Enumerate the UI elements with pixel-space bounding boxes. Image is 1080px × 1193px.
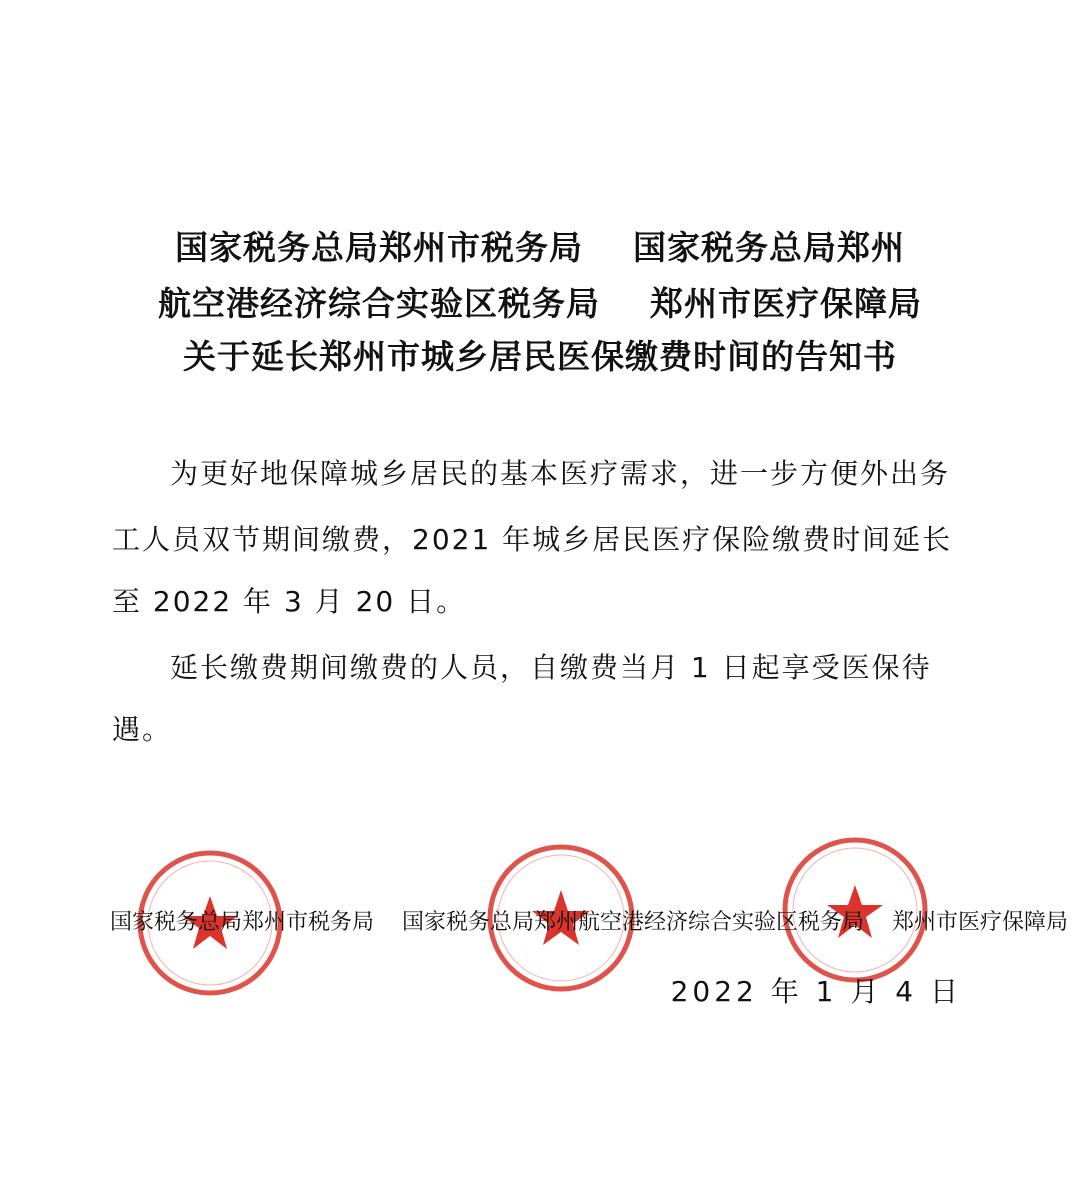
paragraph-1-line-2: 工人员双节期间缴费，2021 年城乡居民医疗保险缴费时间延长 bbox=[112, 523, 953, 556]
signer-airport-zone-tax-bureau: 国家税务总局郑州航空港经济综合实验区税务局 bbox=[402, 910, 865, 935]
document-title-line-3: 关于延长郑州市城乡居民医保缴费时间的告知书 bbox=[183, 337, 897, 376]
signer-medical-security-bureau: 郑州市医疗保障局 bbox=[892, 910, 1069, 935]
paragraph-2-line-1: 延长缴费期间缴费的人员，自缴费当月 1 日起享受医保待 bbox=[170, 651, 932, 684]
signers-row bbox=[110, 905, 1069, 936]
document-title-line-2: 航空港经济综合实验区税务局 郑州市医疗保障局 bbox=[158, 284, 922, 323]
paragraph-1-line-1: 为更好地保障城乡居民的基本医疗需求，进一步方便外出务 bbox=[170, 457, 951, 490]
paragraph-2-line-2: 遇。 bbox=[112, 713, 173, 746]
document-title-line-1: 国家税务总局郑州市税务局 国家税务总局郑州 bbox=[175, 228, 905, 267]
paragraph-1-line-3: 至 2022 年 3 月 20 日。 bbox=[112, 585, 467, 618]
signer-zhengzhou-tax-bureau: 国家税务总局郑州市税务局 bbox=[110, 910, 375, 935]
document-date: 2022 年 1 月 4 日 bbox=[670, 975, 962, 1008]
